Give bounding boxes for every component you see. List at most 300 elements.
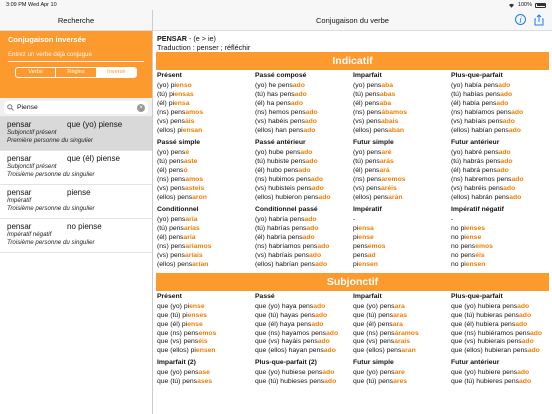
panel-title: Conjugaison inversée	[8, 35, 86, 44]
conjugation-stem: que (tú) hubieres pens	[451, 378, 520, 386]
search-field[interactable]	[4, 101, 148, 114]
conjugation-stem: (yo) pens	[353, 149, 382, 157]
conjugation-ending: ó	[183, 166, 188, 174]
conjugation-stem: (yo) pens	[157, 215, 186, 223]
conjugation-sections	[153, 52, 552, 390]
conjugation-line	[157, 91, 255, 100]
conjugation-line	[157, 338, 255, 347]
conjugation-line	[451, 312, 549, 321]
conjugation-ending: é	[185, 149, 190, 157]
conjugation-ending: ara	[392, 320, 403, 328]
conjugation-ending: ado	[519, 311, 532, 319]
tense-name: Imparfait	[353, 72, 382, 80]
conjugation-line	[255, 347, 353, 356]
status-bar	[0, 0, 552, 10]
conjugation-stem: que (ns) pens	[157, 329, 199, 337]
conjugation-line	[353, 176, 451, 185]
conjugation-ending: ara	[394, 302, 405, 310]
conjugation-stem: pi	[353, 260, 359, 268]
conjugation-ending: ensa	[358, 224, 374, 232]
conjugation-stem: no pens	[451, 242, 476, 250]
conjugation-ending: ado	[318, 193, 331, 201]
conjugation-stem: (ns) hubimos pens	[255, 175, 311, 183]
conjugation-line	[255, 127, 353, 136]
conjugation-line	[451, 91, 549, 100]
tense-block	[353, 205, 454, 273]
conjugation-line	[353, 312, 451, 321]
conjugation-stem: (tú) pens	[157, 224, 184, 232]
conjugation-stem: pi	[353, 233, 359, 241]
result-item[interactable]	[0, 151, 152, 185]
result-person: Troisième personne du singulier	[7, 170, 95, 178]
result-tense: Impératif	[7, 197, 32, 204]
conjugation-ending: ense	[189, 302, 205, 310]
tense-name: Futur simple	[353, 139, 394, 147]
conjugation-stem: que (yo) hubiera pens	[451, 302, 518, 310]
conjugation-line	[255, 330, 353, 339]
conjugation-ending: ado	[315, 260, 328, 268]
conjugation-stem: (yo) habré pens	[451, 149, 499, 157]
conjugation-stem: que (vs) pens	[157, 338, 199, 346]
conjugation-ending: aría	[185, 215, 198, 223]
conjugation-ending: aste	[183, 158, 198, 165]
conjugation-ending: ado	[311, 184, 324, 192]
segment-regles[interactable]: Règles	[56, 68, 96, 77]
conjugation-stem: (ns) habremos pens	[451, 175, 512, 183]
conjugation-stem: (vs) habíais pens	[451, 118, 503, 126]
conjugation-stem: que (él) pi	[157, 320, 188, 328]
conjugation-ending: ado	[496, 166, 509, 174]
conjugation-ending: ado	[498, 149, 511, 157]
conjugation-stem: (vs) pens	[157, 251, 185, 259]
conjugation-stem: que (ns) hubiéramos pens	[451, 329, 530, 337]
conjugation-stem: que (tú) hubieras pens	[451, 311, 520, 319]
conjugation-line	[157, 167, 255, 176]
conjugation-ending: ensas	[174, 91, 194, 99]
tense-name: Passé composé	[255, 72, 307, 80]
verb-name: PENSAR	[157, 34, 187, 43]
conjugation-ending: ado	[315, 311, 328, 319]
conjugation-stem: que (vs) hayáis pens	[255, 338, 318, 346]
conjugation-stem: (tú) habrías pens	[255, 224, 307, 232]
conjugation-line	[255, 91, 353, 100]
conjugation-stem: (vs) hubisteis pens	[255, 184, 312, 192]
segment-verbe[interactable]: Verbe	[16, 68, 56, 77]
conjugation-line	[157, 158, 255, 167]
conjugation-line	[255, 158, 353, 167]
conjugation-stem: (vs) pens	[353, 118, 381, 126]
tense-block	[353, 293, 451, 360]
conjugation-stem: que (vs) pens	[353, 338, 395, 346]
conjugation-ending: aríamos	[185, 242, 212, 250]
conjugation-ending: aba	[379, 100, 392, 108]
input-underline	[8, 61, 144, 62]
search-icon	[7, 104, 14, 111]
conjugation-stem: que (vs) hubierais pens	[451, 338, 522, 346]
conjugation-ending: ensen	[195, 347, 216, 355]
conjugation-line	[157, 194, 255, 203]
share-icon[interactable]	[534, 14, 544, 26]
conjugation-ending: ensan	[182, 127, 203, 135]
conjugation-stem: (ellos) habían pens	[451, 127, 509, 135]
conjugation-ending: aréis	[380, 184, 397, 192]
tense-block	[353, 72, 451, 139]
conjugation-stem: (ellos) pens	[353, 127, 389, 135]
conjugation-stem: (él) hubo pens	[255, 166, 299, 174]
conjugation-ending: enses	[187, 311, 207, 319]
conjugation-line	[255, 234, 353, 243]
tense-block	[157, 72, 255, 139]
result-verb: pensar	[7, 120, 32, 129]
tense-block	[255, 293, 353, 360]
tense-name: Conditionnel passé	[255, 205, 318, 213]
conjugation-line	[451, 243, 549, 252]
result-form: piense	[67, 188, 91, 197]
conjugation-ending: aría	[183, 233, 196, 241]
conjugation-stem: (él) habría pens	[255, 233, 303, 241]
conjugation-line	[451, 118, 549, 127]
conjugation-line	[157, 321, 255, 330]
conjugation-line	[353, 234, 451, 243]
tense-name: Plus-que-parfait	[451, 292, 503, 300]
conjugation-stem: que (ns) hayamos pens	[255, 329, 327, 337]
conjugation-ending: ado	[310, 175, 324, 183]
conjugation-line	[157, 243, 255, 252]
conjugation-line	[255, 167, 353, 176]
conjugation-line	[255, 303, 353, 312]
conjugation-line	[451, 216, 549, 225]
tense-block	[451, 139, 549, 206]
tense-name: Plus-que-parfait	[451, 72, 503, 80]
inverse-panel	[0, 31, 152, 98]
conjugation-stem: (tú) habías pens	[451, 91, 501, 99]
conjugation-stem: que (ns) pens	[353, 329, 395, 337]
conjugation-stem: (yo) habría pens	[255, 215, 305, 223]
conjugation-stem: (ellos) habrían pens	[255, 260, 316, 268]
conjugation-line	[157, 303, 255, 312]
conjugation-ending: ado	[511, 109, 524, 117]
status-time: 3:09 PM	[6, 2, 27, 8]
verb-note: - (e > ie)	[186, 34, 216, 43]
result-item[interactable]	[0, 185, 152, 219]
conjugation-ending: ado	[500, 158, 513, 165]
tense-block	[353, 139, 451, 206]
conjugation-ending: ado	[527, 347, 540, 355]
conjugation-line	[451, 176, 549, 185]
conjugation-stem: (ellos) han pens	[255, 127, 304, 135]
result-tense: Subjonctif présent	[7, 129, 57, 136]
conjugation-line	[353, 369, 451, 378]
conjugation-stem: (tú) pens	[353, 158, 380, 165]
result-tense: Impératif négatif	[7, 231, 52, 238]
conjugation-ending: ado	[517, 369, 530, 377]
conjugation-line	[451, 261, 549, 270]
tense-block	[255, 359, 353, 390]
conjugation-ending: ado	[508, 127, 521, 135]
conjugation-line	[255, 369, 353, 378]
conjugation-ending: emos	[475, 242, 493, 250]
conjugation-line	[451, 109, 549, 118]
conjugation-ending: ado	[500, 91, 513, 99]
tense-name: Passé simple	[157, 139, 201, 147]
conjugation-stem: que (él) haya pens	[255, 320, 312, 328]
search-input[interactable]: Piense	[17, 104, 38, 111]
conjugation-stem: (tú) has pens	[255, 91, 295, 99]
tense-name: Passé antérieur	[255, 139, 306, 147]
conjugation-line	[451, 149, 549, 158]
result-verb: pensar	[7, 222, 32, 231]
conjugation-line	[255, 215, 356, 225]
conjugation-stem: (vs) habéis pens	[255, 118, 305, 126]
segment-inverse[interactable]: Inversé	[97, 68, 136, 77]
clear-icon[interactable]: ×	[137, 104, 145, 112]
conjugation-ending: arás	[379, 158, 394, 165]
conjugation-line	[451, 330, 549, 339]
conjugation-ending: abas	[379, 91, 396, 99]
conjugation-stem: (él) pens	[157, 166, 184, 174]
conjugation-ending: ado	[302, 233, 315, 241]
conjugation-stem: (ns) hemos pens	[255, 109, 306, 117]
conjugation-line	[353, 378, 451, 387]
result-person: Première personne du singulier	[7, 136, 93, 144]
conjugation-ending: aremos	[381, 175, 406, 183]
conjugation-line	[353, 158, 451, 167]
conjugation-ending: ense	[465, 233, 482, 241]
conjugation-line	[353, 215, 454, 225]
conjugation-view	[153, 10, 552, 414]
conjugation-line	[353, 338, 451, 347]
conjugation-ending: ado	[317, 338, 330, 346]
conjugation-stem: no pi	[451, 260, 466, 268]
conjugation-line	[255, 176, 353, 185]
conjugation-stem: (él) pens	[353, 100, 380, 108]
conjugation-stem: (tú) habrás pens	[451, 158, 501, 165]
conjugation-line	[157, 127, 255, 136]
conjugation-ending: aron	[192, 193, 207, 201]
battery-percent: 100%	[517, 2, 532, 8]
conjugation-line	[353, 82, 451, 91]
conjugation-ending: arais	[394, 338, 411, 346]
search-sidebar	[0, 10, 153, 414]
mode-segmented-control[interactable]	[15, 67, 137, 78]
conjugation-line	[353, 347, 451, 356]
conjugation-stem: (ns) habíamos pens	[451, 109, 512, 117]
conjugation-stem: (tú) pens	[157, 158, 184, 165]
conjugation-stem: que (ellos) pens	[353, 347, 402, 355]
conjugation-ending: éis	[475, 251, 485, 259]
conjugation-ending: ado	[306, 224, 319, 232]
conjugation-stem: que (él) pens	[353, 320, 393, 328]
search-bar	[0, 98, 152, 117]
conjugation-ending: ado	[511, 175, 524, 183]
conjugation-stem: (ellos) habrán pens	[451, 193, 510, 201]
conjugation-stem: (ellos) pens	[353, 193, 389, 201]
conjugation-stem: (ns) pens	[157, 242, 186, 250]
conjugation-line	[353, 303, 451, 312]
conjugation-ending: ado	[304, 215, 317, 223]
conjugation-stem: -	[353, 215, 356, 223]
conjugation-stem: que (tú) pens	[353, 311, 394, 319]
conjugation-ending: ado	[323, 347, 336, 355]
conjugation-stem: (él) pi	[157, 100, 174, 108]
conjugation-line	[255, 185, 353, 194]
conjugation-line	[451, 321, 549, 330]
conjugation-stem: (ns) pens	[353, 175, 382, 183]
conjugation-line	[353, 252, 451, 261]
conjugation-line	[157, 347, 255, 356]
conjugation-line	[157, 378, 255, 387]
conjugation-stem: (él) pens	[353, 166, 380, 174]
conjugation-line	[157, 261, 255, 270]
conjugation-ending: ado	[519, 378, 532, 386]
conjugation-stem: que (tú) pens	[353, 378, 394, 386]
conjugation-ending: aban	[388, 127, 405, 135]
conjugation-line	[353, 321, 451, 330]
tense-block	[157, 206, 255, 273]
conjugation-stem: que (ellos) hubieran pens	[451, 347, 528, 355]
conjugation-line	[255, 225, 353, 234]
conjugation-ending: ado	[290, 100, 303, 108]
conjugation-stem: (ns) pens	[353, 109, 382, 117]
conjugation-ending: emos	[198, 329, 217, 337]
conjugation-stem: que (yo) pens	[157, 369, 199, 377]
conjugation-line	[451, 194, 549, 203]
conjugation-line	[451, 82, 549, 91]
conjugation-ending: aríais	[184, 251, 203, 259]
conjugation-ending: ado	[529, 329, 543, 337]
verb-input[interactable]: Entrez un verbe déjà conjugué	[8, 51, 92, 58]
conjugation-line	[353, 185, 451, 194]
conjugation-stem: que (ellos) hayan pens	[255, 347, 324, 355]
conjugation-stem: que (yo) pi	[157, 302, 190, 310]
tense-name: Impératif négatif	[451, 205, 504, 213]
result-item[interactable]	[0, 117, 152, 151]
conjugation-stem: (ellos) pens	[157, 260, 193, 268]
conjugation-ending: ado	[294, 91, 307, 99]
result-form: que (él) piense	[67, 154, 120, 163]
conjugation-ending: ado	[303, 127, 316, 135]
conjugation-ending: ado	[326, 329, 339, 337]
conjugation-stem: que (yo) hubiere pens	[451, 369, 518, 377]
conjugation-ending: ado	[509, 193, 522, 201]
conjugation-stem: pi	[353, 224, 359, 232]
conjugation-line	[451, 225, 549, 234]
conjugation-stem: (yo) hube pens	[255, 149, 301, 157]
conjugation-stem: (él) había pens	[451, 100, 497, 108]
conjugation-line	[157, 100, 255, 109]
conjugation-line	[157, 312, 255, 321]
conjugation-ending: áis	[184, 118, 195, 126]
tense-block	[353, 359, 451, 390]
conjugation-ending: are	[394, 369, 405, 377]
conjugation-line	[255, 109, 353, 118]
conjugation-stem: que (yo) hubiese pens	[255, 369, 323, 377]
conjugation-line	[255, 149, 353, 158]
conjugation-ending: ado	[515, 320, 528, 328]
conjugation-ending: ado	[317, 242, 330, 250]
conjugation-stem: (yo) pi	[157, 82, 176, 90]
result-item[interactable]	[0, 219, 152, 253]
info-icon[interactable]: i	[515, 14, 526, 25]
conjugation-stem: (ellos) pi	[157, 127, 183, 135]
conjugation-ending: ares	[393, 378, 408, 386]
result-person: Troisième personne du singulier	[7, 238, 95, 246]
conjugation-line	[451, 158, 549, 167]
conjugation-line	[353, 225, 451, 234]
conjugation-stem: que (tú) pi	[157, 311, 188, 319]
conjugation-ending: ado	[304, 118, 317, 126]
conjugation-ending: ensen	[465, 260, 486, 268]
tense-name: Présent	[157, 292, 182, 300]
conjugation-line	[451, 234, 549, 243]
conjugation-line	[255, 321, 353, 330]
conjugation-line	[353, 167, 451, 176]
conjugation-ending: arían	[192, 260, 209, 268]
tense-block	[157, 139, 255, 206]
conjugation-ending: éis	[198, 338, 208, 346]
tense-name: Imparfait	[353, 292, 382, 300]
conjugation-line	[255, 243, 353, 252]
conjugation-line	[353, 194, 451, 203]
conjugation-stem: (vs) pens	[157, 118, 185, 126]
conjugation-line	[255, 194, 353, 203]
conjugation-ending: ado	[503, 184, 516, 192]
conjugation-ending: aran	[401, 347, 416, 355]
tense-name: Futur antérieur	[451, 139, 500, 147]
tense-block	[451, 293, 549, 360]
conjugation-ending: ado	[322, 369, 335, 377]
tense-block	[451, 72, 549, 139]
conjugation-stem: (ns) habríamos pens	[255, 242, 318, 250]
conjugation-ending: ado	[292, 82, 305, 90]
conjugation-ending: ense	[358, 233, 374, 241]
conjugation-ending: ensa	[174, 100, 190, 108]
result-verb: pensar	[7, 188, 32, 197]
wifi-icon	[508, 3, 515, 8]
conjugation-line	[353, 109, 451, 118]
conjugation-ending: ado	[324, 378, 337, 386]
conjugation-ending: ado	[309, 251, 322, 259]
conjugation-line	[255, 312, 353, 321]
conjugation-stem: que (yo) pens	[353, 369, 395, 377]
conjugation-ending: amos	[185, 109, 204, 117]
conjugation-stem: (tú) pens	[353, 91, 380, 99]
conjugation-ending: aré	[381, 149, 392, 157]
conjugation-stem: (él) habrá pens	[451, 166, 497, 174]
conjugation-stem: (yo) he pens	[255, 82, 293, 90]
tense-name: Futur simple	[353, 359, 394, 367]
conjugation-line	[157, 185, 255, 194]
conjugation-line	[157, 82, 255, 91]
conjugation-line	[157, 225, 255, 234]
conjugation-stem: pens	[353, 251, 368, 259]
conjugation-line	[157, 216, 255, 225]
conjugation-ending: ábamos	[381, 109, 408, 117]
tense-name: Conditionnel	[157, 205, 199, 213]
conjugation-stem: no pi	[451, 224, 466, 232]
conjugation-ending: ado	[300, 149, 313, 157]
conjugation-line	[451, 100, 549, 109]
conjugation-ending: ense	[187, 320, 203, 328]
conjugation-ending: enso	[175, 82, 192, 90]
page-title: Conjugaison du verbe	[316, 15, 389, 25]
conjugation-ending: abais	[380, 118, 399, 126]
tense-block	[451, 206, 549, 273]
conjugation-stem: (tú) pi	[157, 91, 175, 99]
conjugation-stem: (ellos) pens	[157, 193, 193, 201]
conjugation-ending: ado	[502, 118, 515, 126]
conjugation-stem: (ns) pens	[157, 109, 186, 117]
